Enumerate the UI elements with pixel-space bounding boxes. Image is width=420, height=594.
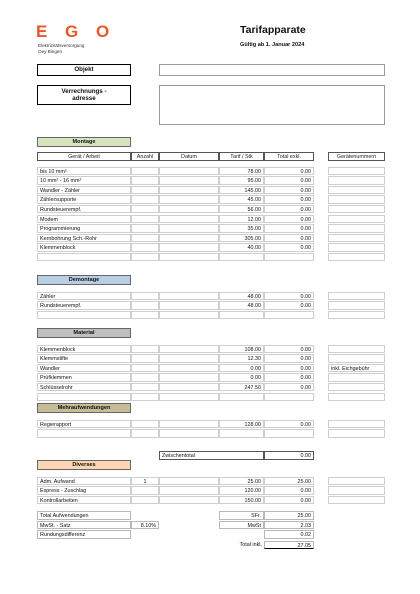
zwischentotal-value: 0.00 bbox=[264, 451, 314, 460]
tarif-cell: 25.00 bbox=[219, 477, 264, 486]
total-cell: 0.00 bbox=[264, 243, 314, 252]
item-cell: Regierapport bbox=[37, 420, 131, 429]
datum-cell[interactable] bbox=[159, 195, 219, 204]
datum-cell[interactable] bbox=[159, 243, 219, 252]
item-cell: Wandler - Zähler bbox=[37, 186, 131, 195]
item-cell: Wandler bbox=[37, 364, 131, 373]
total-cell: 25.00 bbox=[264, 477, 314, 486]
tarif-cell: 145.00 bbox=[219, 186, 264, 195]
verrechnungsadresse-label bbox=[37, 85, 131, 105]
anzahl-cell[interactable] bbox=[131, 195, 159, 204]
tarif-cell: 120.00 bbox=[219, 486, 264, 495]
total-aufwendungen-label: Total Aufwendungen bbox=[37, 511, 131, 520]
col-total: Total exkl. bbox=[264, 152, 314, 161]
item-cell: Adm. Aufwand bbox=[37, 477, 131, 486]
datum-cell[interactable] bbox=[159, 345, 219, 354]
datum-cell[interactable] bbox=[159, 496, 219, 505]
logo-letter-e: E bbox=[36, 22, 48, 41]
geraetenummer-cell[interactable] bbox=[328, 311, 385, 320]
tarif-cell: 56.00 bbox=[219, 205, 264, 214]
logo-subtitle-line-2: Oey Bingen bbox=[38, 48, 63, 54]
anzahl-cell[interactable] bbox=[131, 364, 159, 373]
anzahl-cell[interactable] bbox=[131, 420, 159, 429]
section-diverses: Diverses bbox=[37, 460, 131, 470]
geraetenummer-cell[interactable]: inkl. Eichgebühr bbox=[328, 364, 385, 373]
datum-cell[interactable] bbox=[159, 167, 219, 176]
total-cell: 0.00 bbox=[264, 364, 314, 373]
anzahl-cell[interactable] bbox=[131, 186, 159, 195]
geraetenummer-cell[interactable] bbox=[328, 176, 385, 185]
ego-logo bbox=[36, 22, 126, 42]
col-tarif: Tarif / Stk bbox=[219, 152, 264, 161]
geraetenummer-cell[interactable] bbox=[328, 345, 385, 354]
total-cell: 0.00 bbox=[264, 215, 314, 224]
total-cell: 0.00 bbox=[264, 383, 314, 392]
datum-cell[interactable] bbox=[159, 311, 219, 320]
total-cell: 0.00 bbox=[264, 234, 314, 243]
datum-cell[interactable] bbox=[159, 215, 219, 224]
datum-cell[interactable] bbox=[159, 292, 219, 301]
geraetenummer-cell[interactable] bbox=[328, 429, 385, 438]
tarif-cell: 45.00 bbox=[219, 195, 264, 204]
geraetenummer-cell[interactable] bbox=[328, 215, 385, 224]
verrechnungsadresse-line-1: Verrechnungs - bbox=[61, 87, 107, 95]
geraetenummer-cell[interactable] bbox=[328, 253, 385, 262]
col-geraet: Gerät / Arbeit bbox=[37, 152, 131, 161]
geraetenummer-cell[interactable] bbox=[328, 496, 385, 505]
tarif-cell: 48.00 bbox=[219, 301, 264, 310]
anzahl-cell[interactable] bbox=[131, 383, 159, 392]
geraetenummer-cell[interactable] bbox=[328, 205, 385, 214]
geraetenummer-cell[interactable] bbox=[328, 354, 385, 363]
tarif-cell: 48.00 bbox=[219, 292, 264, 301]
datum-cell[interactable] bbox=[159, 224, 219, 233]
total-cell: 0.00 bbox=[264, 176, 314, 185]
mwst-label: MwSt. - Satz bbox=[37, 521, 131, 530]
objekt-label: Objekt bbox=[37, 64, 131, 76]
item-cell bbox=[37, 311, 131, 320]
datum-cell[interactable] bbox=[159, 354, 219, 363]
anzahl-cell[interactable] bbox=[131, 253, 159, 262]
total-cell: 0.00 bbox=[264, 420, 314, 429]
total-cell: 0.00 bbox=[264, 345, 314, 354]
item-cell: Modem bbox=[37, 215, 131, 224]
tarif-cell: 108.00 bbox=[219, 345, 264, 354]
anzahl-cell[interactable] bbox=[131, 354, 159, 363]
total-cell bbox=[264, 393, 314, 402]
datum-cell[interactable] bbox=[159, 477, 219, 486]
zwischentotal-label: Zwischentotal bbox=[159, 451, 264, 460]
logo-subtitle bbox=[38, 43, 84, 54]
anzahl-cell[interactable] bbox=[131, 496, 159, 505]
total-inkl-value: 27.05 bbox=[264, 541, 314, 550]
verrechnungsadresse-input[interactable] bbox=[159, 85, 385, 125]
total-inkl-label: Total inkl. bbox=[239, 541, 262, 548]
tarif-cell bbox=[219, 253, 264, 262]
col-geraetenummern: Gerätenummern bbox=[328, 152, 385, 161]
geraetenummer-cell[interactable] bbox=[328, 477, 385, 486]
anzahl-cell[interactable] bbox=[131, 234, 159, 243]
item-cell: Schlüsselrohr bbox=[37, 383, 131, 392]
geraetenummer-cell[interactable] bbox=[328, 195, 385, 204]
geraetenummer-cell[interactable] bbox=[328, 486, 385, 495]
total-cell: 0.00 bbox=[264, 205, 314, 214]
geraetenummer-cell[interactable] bbox=[328, 301, 385, 310]
total-cell: 0.00 bbox=[264, 486, 314, 495]
tarif-cell: 0.00 bbox=[219, 364, 264, 373]
datum-cell[interactable] bbox=[159, 486, 219, 495]
anzahl-cell[interactable] bbox=[131, 429, 159, 438]
item-cell: Express - Zuschlag bbox=[37, 486, 131, 495]
total-cell bbox=[264, 253, 314, 262]
item-cell: Kernbohrung Sch.-Rohr bbox=[37, 234, 131, 243]
geraetenummer-cell[interactable] bbox=[328, 234, 385, 243]
currency-label: SFr. bbox=[219, 511, 264, 520]
item-cell: Kontrollarbeiten bbox=[37, 496, 131, 505]
anzahl-cell[interactable] bbox=[131, 301, 159, 310]
total-aufwendungen-value: 25.00 bbox=[264, 511, 314, 520]
mwst-value: 2.03 bbox=[264, 521, 314, 530]
rundung-value: 0.02 bbox=[264, 530, 314, 539]
rundung-label: Rundungsdifferenz bbox=[37, 530, 131, 539]
item-cell: Klemmenblock bbox=[37, 243, 131, 252]
anzahl-cell[interactable] bbox=[131, 311, 159, 320]
item-cell: Klemmenblock bbox=[37, 345, 131, 354]
tarif-cell: 78.00 bbox=[219, 167, 264, 176]
mwst-short-label: MwSt bbox=[219, 521, 264, 530]
col-anzahl: Anzahl bbox=[131, 152, 159, 161]
item-cell: Klemmstifte bbox=[37, 354, 131, 363]
geraetenummer-cell[interactable] bbox=[328, 383, 385, 392]
tarif-cell: 40.00 bbox=[219, 243, 264, 252]
tarif-cell: 12.30 bbox=[219, 354, 264, 363]
geraetenummer-cell[interactable] bbox=[328, 393, 385, 402]
anzahl-cell[interactable] bbox=[131, 215, 159, 224]
tarif-cell: 95.00 bbox=[219, 176, 264, 185]
verrechnungsadresse-line-2: adresse bbox=[72, 95, 96, 102]
tarif-cell bbox=[219, 311, 264, 320]
item-cell: Programmierung bbox=[37, 224, 131, 233]
anzahl-cell[interactable] bbox=[131, 373, 159, 382]
total-cell: 0.00 bbox=[264, 292, 314, 301]
datum-cell[interactable] bbox=[159, 429, 219, 438]
geraetenummer-cell[interactable] bbox=[328, 292, 385, 301]
logo-letter-o: O bbox=[96, 22, 110, 41]
item-cell: Zählersupporte bbox=[37, 195, 131, 204]
datum-cell[interactable] bbox=[159, 176, 219, 185]
page-title: Tarifapparate bbox=[240, 24, 306, 36]
total-cell: 0.00 bbox=[264, 301, 314, 310]
geraetenummer-cell[interactable] bbox=[328, 186, 385, 195]
total-cell: 0.00 bbox=[264, 354, 314, 363]
datum-cell[interactable] bbox=[159, 393, 219, 402]
tarif-cell: 35.00 bbox=[219, 224, 264, 233]
total-cell: 0.00 bbox=[264, 195, 314, 204]
tarif-cell: 150.00 bbox=[219, 496, 264, 505]
tarif-cell: 305.00 bbox=[219, 234, 264, 243]
section-mehraufwendungen: Mehraufwendungen bbox=[37, 403, 131, 413]
item-cell bbox=[37, 253, 131, 262]
datum-cell[interactable] bbox=[159, 301, 219, 310]
valid-date: Gültig ab 1. Januar 2024 bbox=[240, 42, 305, 48]
anzahl-cell[interactable] bbox=[131, 486, 159, 495]
datum-cell[interactable] bbox=[159, 205, 219, 214]
geraetenummer-cell[interactable] bbox=[328, 373, 385, 382]
tarif-cell: 128.00 bbox=[219, 420, 264, 429]
anzahl-cell[interactable] bbox=[131, 224, 159, 233]
datum-cell[interactable] bbox=[159, 186, 219, 195]
anzahl-cell[interactable] bbox=[131, 292, 159, 301]
col-datum: Datum bbox=[159, 152, 219, 161]
geraetenummer-cell[interactable] bbox=[328, 243, 385, 252]
item-cell bbox=[37, 429, 131, 438]
total-cell bbox=[264, 429, 314, 438]
datum-cell[interactable] bbox=[159, 373, 219, 382]
geraetenummer-cell[interactable] bbox=[328, 420, 385, 429]
anzahl-cell[interactable] bbox=[131, 176, 159, 185]
tarif-cell: 0.00 bbox=[219, 373, 264, 382]
datum-cell[interactable] bbox=[159, 234, 219, 243]
datum-cell[interactable] bbox=[159, 420, 219, 429]
item-cell: 10 mm² - 16 mm² bbox=[37, 176, 131, 185]
total-cell: 0.00 bbox=[264, 167, 314, 176]
anzahl-cell[interactable]: 1 bbox=[131, 477, 159, 486]
anzahl-cell[interactable] bbox=[131, 167, 159, 176]
total-cell: 0.00 bbox=[264, 496, 314, 505]
tarif-cell: 247.50 bbox=[219, 383, 264, 392]
anzahl-cell[interactable] bbox=[131, 205, 159, 214]
item-cell: bis 10 mm² bbox=[37, 167, 131, 176]
tarif-cell: 12.00 bbox=[219, 215, 264, 224]
tarif-cell bbox=[219, 393, 264, 402]
datum-cell[interactable] bbox=[159, 364, 219, 373]
datum-cell[interactable] bbox=[159, 253, 219, 262]
anzahl-cell[interactable] bbox=[131, 243, 159, 252]
section-material: Material bbox=[37, 328, 131, 338]
section-demontage: Demontage bbox=[37, 275, 131, 285]
logo-subtitle-line-1: Elektrizitätsversorgung bbox=[38, 43, 85, 48]
total-cell: 0.00 bbox=[264, 224, 314, 233]
total-cell bbox=[264, 311, 314, 320]
item-cell: Rundsteuerempf. bbox=[37, 205, 131, 214]
tarif-cell bbox=[219, 429, 264, 438]
anzahl-cell[interactable] bbox=[131, 393, 159, 402]
item-cell bbox=[37, 393, 131, 402]
geraetenummer-cell[interactable] bbox=[328, 167, 385, 176]
item-cell: Rundsteuerempf. bbox=[37, 301, 131, 310]
item-cell: Zähler bbox=[37, 292, 131, 301]
section-montage: Montage bbox=[37, 137, 131, 147]
datum-cell[interactable] bbox=[159, 383, 219, 392]
geraetenummer-cell[interactable] bbox=[328, 224, 385, 233]
item-cell: Prüfklemmen bbox=[37, 373, 131, 382]
total-cell: 0.00 bbox=[264, 373, 314, 382]
total-cell: 0.00 bbox=[264, 186, 314, 195]
anzahl-cell[interactable] bbox=[131, 345, 159, 354]
objekt-input[interactable] bbox=[159, 64, 385, 76]
mwst-rate: 8.10% bbox=[131, 521, 159, 530]
logo-letter-g: G bbox=[65, 22, 79, 41]
